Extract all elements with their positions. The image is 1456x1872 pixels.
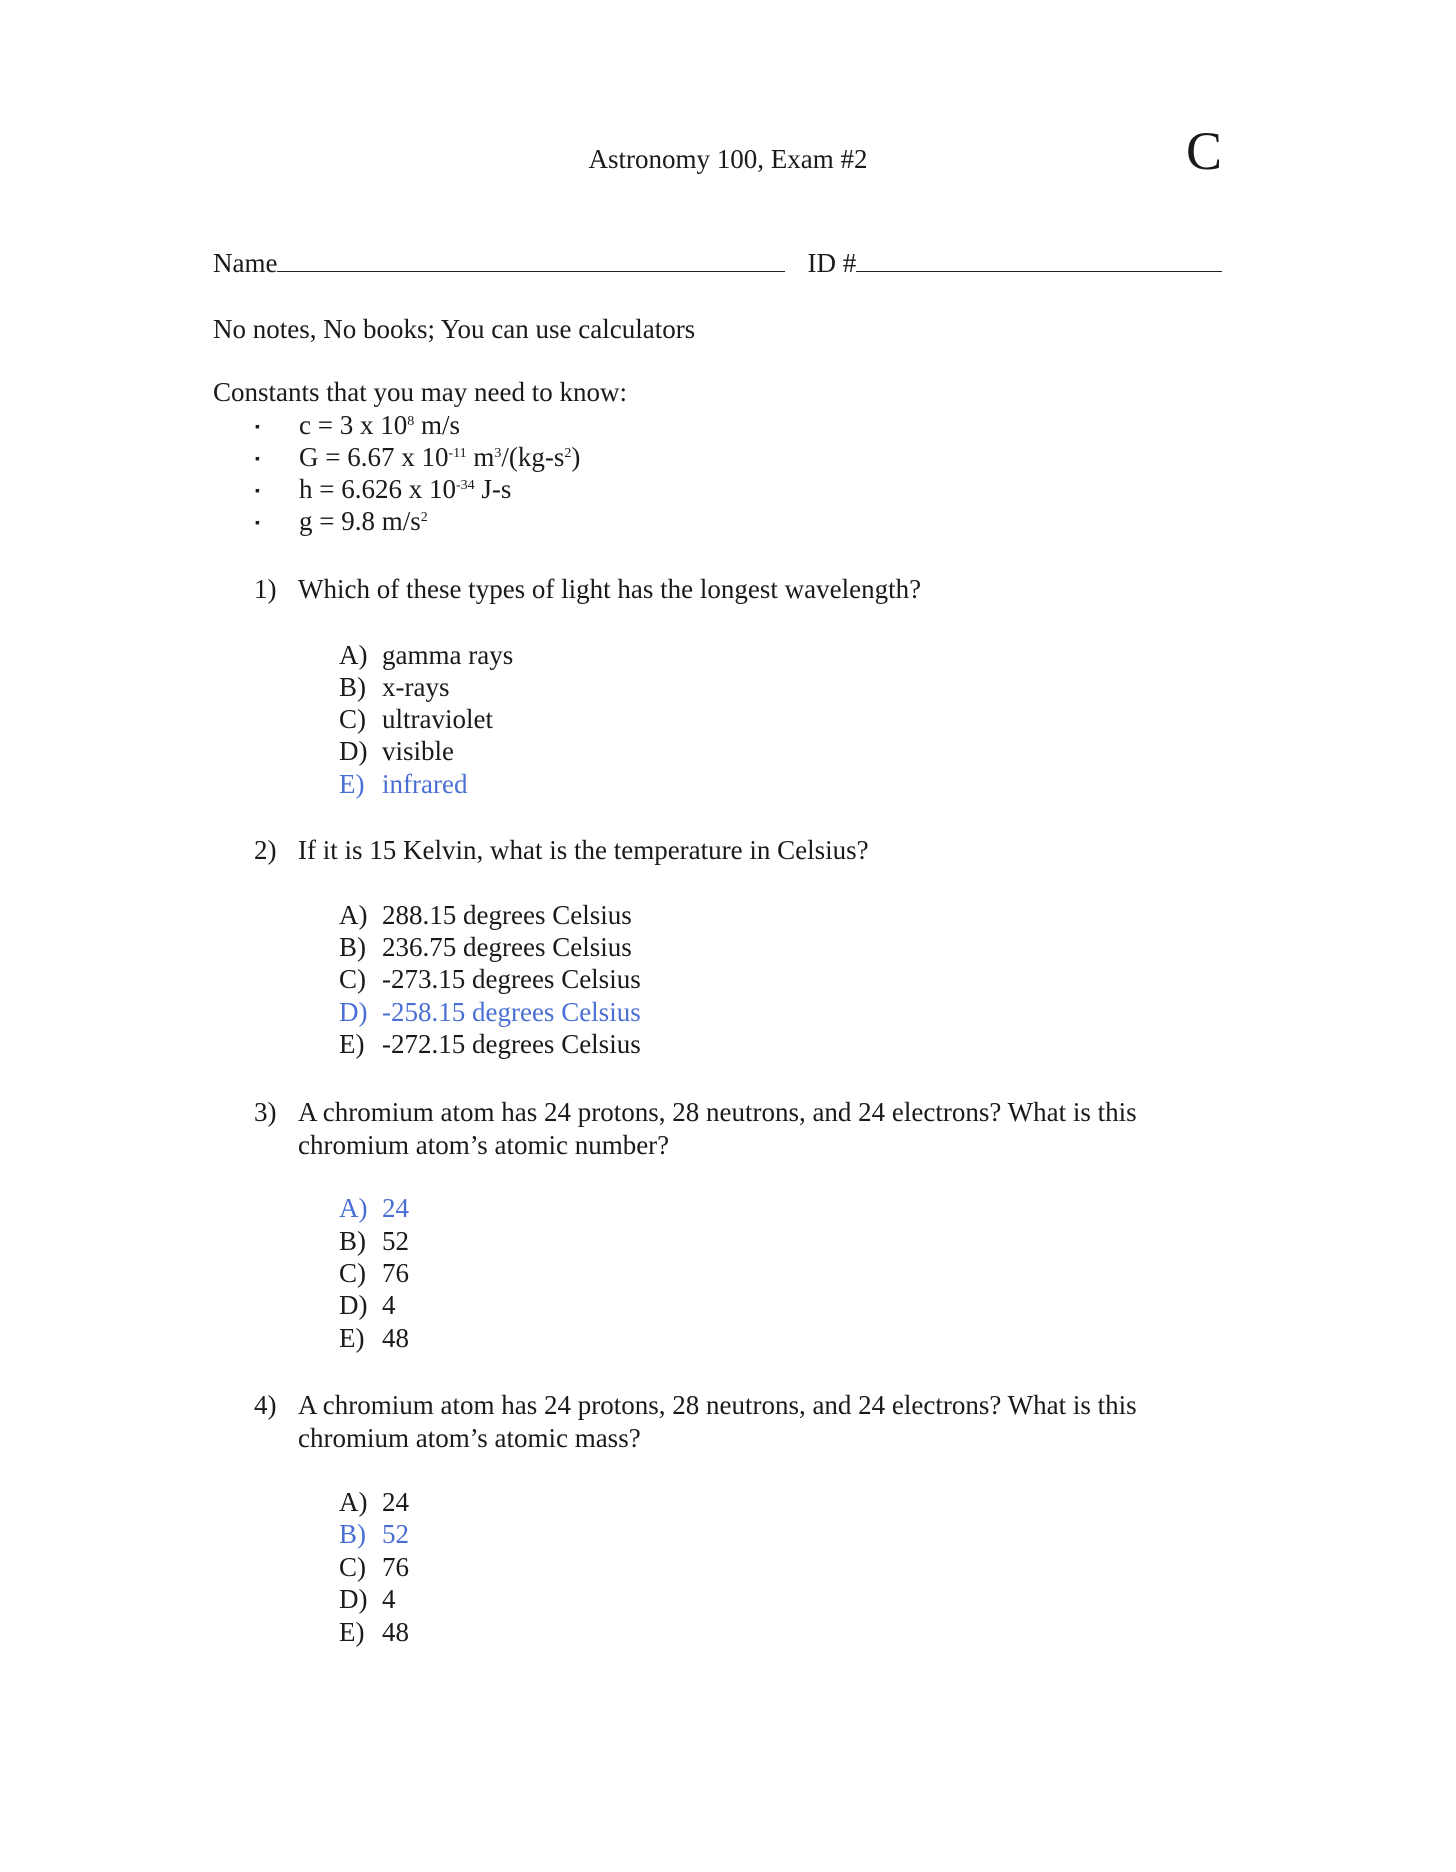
constant-item: ▪ g = 9.8 $m/s^2$ [255,506,428,536]
question-1 [254,573,1214,606]
answer-option[interactable]: C) 76 [339,1552,409,1582]
answer-option[interactable]: C) -273.15 degrees Celsius [339,964,641,994]
constants-heading: Constants that you may need to know: [213,377,627,407]
constant-item: ▪ G = 6.67 x $10^{-11}$ $m^3/(kg-s^2)$ [255,442,581,472]
id-label: ID # [807,248,857,278]
name-label: Name [213,248,278,278]
exam-title: Astronomy 100, Exam #2 [588,144,868,174]
answer-option[interactable]: B) x-rays [339,672,450,702]
answer-option[interactable]: A) 288.15 degrees Celsius [339,900,632,930]
instructions: No notes, No books; You can use calculators [213,314,696,344]
bullet-icon: ▪ [255,451,260,467]
answer-option[interactable]: D) visible [339,736,454,766]
question-text: If it is 15 Kelvin, what is the temperature in Celsius? [298,835,869,865]
answer-option[interactable]: D) 4 [339,1290,396,1320]
name-blank[interactable] [277,271,785,272]
bullet-icon: ▪ [255,419,260,435]
bullet-icon: ▪ [255,483,260,499]
question-number: 1) [254,574,277,604]
answer-option[interactable]: C) 76 [339,1258,409,1288]
answer-option[interactable]: D) 4 [339,1584,396,1614]
question-2 [254,834,1214,867]
answer-option[interactable]: E) -272.15 degrees Celsius [339,1029,641,1059]
question-number: 4) [254,1390,277,1420]
name-id-row [213,248,1222,279]
bullet-icon: ▪ [255,515,260,531]
question-text: Which of these types of light has the longest wavelength? [298,574,922,604]
answer-option[interactable]: B) 52 [339,1226,409,1256]
constant-item: ▪ h = 6.626 x $10^{-34}$ J-s [255,474,512,504]
question-4 [254,1389,1214,1455]
constant-item: ▪ c = 3 x $10^8$ m/s [255,410,460,440]
question-3 [254,1096,1214,1162]
answer-option-correct[interactable]: E) infrared [339,769,468,799]
answer-option[interactable]: A) gamma rays [339,640,514,670]
answer-option[interactable]: C) ultraviolet [339,704,493,734]
answer-option[interactable]: E) 48 [339,1323,409,1353]
answer-option[interactable]: A) 24 [339,1487,409,1517]
exam-version-letter: C [1186,121,1223,181]
id-blank[interactable] [856,271,1222,272]
answer-option-correct[interactable]: D) -258.15 degrees Celsius [339,997,641,1027]
question-text: A chromium atom has 24 protons, 28 neutrons, and 24 electrons? What is this chromium atom’s atomic number? [298,1097,1137,1160]
question-number: 2) [254,835,277,865]
question-number: 3) [254,1097,277,1127]
answer-option-correct[interactable]: B) 52 [339,1519,409,1549]
answer-option[interactable]: B) 236.75 degrees Celsius [339,932,632,962]
question-text: A chromium atom has 24 protons, 28 neutrons, and 24 electrons? What is this chromium atom’s atomic mass? [298,1390,1137,1453]
answer-option[interactable]: E) 48 [339,1617,409,1647]
answer-option-correct[interactable]: A) 24 [339,1193,409,1223]
